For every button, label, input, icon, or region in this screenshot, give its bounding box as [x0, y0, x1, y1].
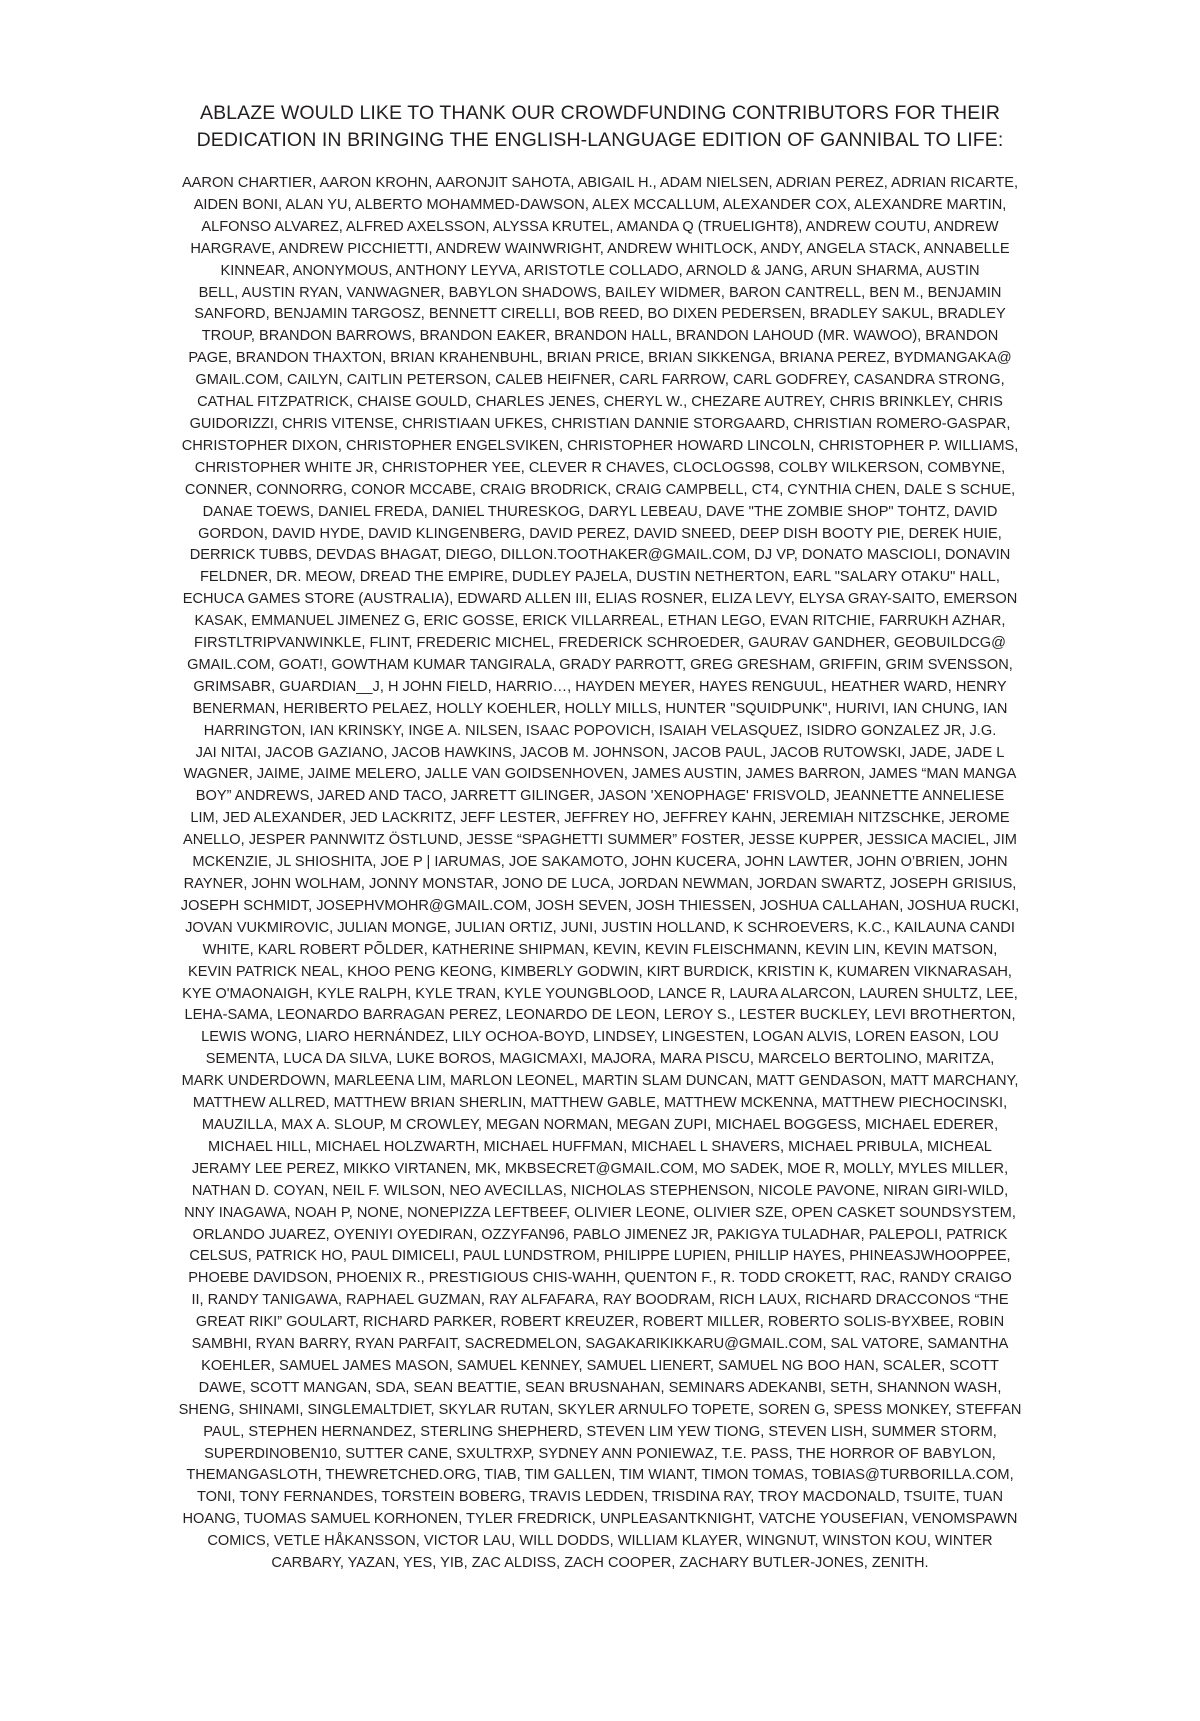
heading-line: ABLAZE WOULD LIKE TO THANK OUR CROWDFUNDING CONTRIBUTORS FOR THEIR — [199, 102, 1001, 124]
contributor-line: LEHA-SAMA, LEONARDO BARRAGAN PEREZ, LEONARDO DE LEON, LEROY S., LESTER BUCKLEY, LEVI BROTHERTON, — [184, 1007, 1016, 1024]
contributor-line: BOY” ANDREWS, JARED AND TACO, JARRETT GILINGER, JASON 'XENOPHAGE' FRISVOLD, JEANNETTE ANNELIESE — [195, 788, 1005, 805]
contributor-line: ECHUCA GAMES STORE (AUSTRALIA), EDWARD ALLEN III, ELIAS ROSNER, ELIZA LEVY, ELYSA GRAY-SAITO, EMERSON — [182, 591, 1018, 608]
contributor-line: MICHAEL HILL, MICHAEL HOLZWARTH, MICHAEL HUFFMAN, MICHAEL L SHAVERS, MICHAEL PRIBULA, MICHEAL — [208, 1138, 992, 1155]
contributor-line: CELSUS, PATRICK HO, PAUL DIMICELI, PAUL LUNDSTROM, PHILIPPE LUPIEN, PHILLIP HAYES, PHINEASJWHOOPPEE, — [189, 1248, 1011, 1265]
contributor-line: KYE O'MAONAIGH, KYLE RALPH, KYLE TRAN, KYLE YOUNGBLOOD, LANCE R, LAURA ALARCON, LAUREN SHULTZ, LEE, — [182, 985, 1018, 1002]
contributor-line: KOEHLER, SAMUEL JAMES MASON, SAMUEL KENNEY, SAMUEL LIENERT, SAMUEL NG BOO HAN, SCALER, SCOTT — [201, 1357, 999, 1374]
heading-line: DEDICATION IN BRINGING THE ENGLISH-LANGUAGE EDITION OF GANNIBAL TO LIFE: — [196, 129, 1004, 151]
contributor-line: HOANG, TUOMAS SAMUEL KORHONEN, TYLER FREDRICK, UNPLEASANTKNIGHT, VATCHE YOUSEFIAN, VENOMSPAWN — [182, 1511, 1018, 1528]
contributor-line: KINNEAR, ANONYMOUS, ANTHONY LEYVA, ARISTOTLE COLLADO, ARNOLD & JANG, ARUN SHARMA, AUSTIN — [220, 262, 980, 279]
contributor-line: RAYNER, JOHN WOLHAM, JONNY MONSTAR, JONO DE LUCA, JORDAN NEWMAN, JORDAN SWARTZ, JOSEPH GRISIUS, — [183, 876, 1017, 892]
contributor-line: SUPERDINOBEN10, SUTTER CANE, SXULTRXP, SYDNEY ANN PONIEWAZ, T.E. PASS, THE HORROR OF BABYLON, — [204, 1445, 996, 1462]
contributor-line: PAGE, BRANDON THAXTON, BRIAN KRAHENBUHL, BRIAN PRICE, BRIAN SIKKENGA, BRIANA PEREZ, BYDMANGAKA@ — [188, 350, 1012, 367]
contributor-line: LIM, JED ALEXANDER, JED LACKRITZ, JEFF LESTER, JEFFREY HO, JEFFREY KAHN, JEREMIAH NITZSCHKE, JEROME — [190, 810, 1010, 827]
contributor-line: HARRINGTON, IAN KRINSKY, INGE A. NILSEN, ISAAC POPOVICH, ISAIAH VELASQUEZ, ISIDRO GONZALEZ JR, J.G. — [203, 722, 997, 739]
contributor-line: CARBARY, YAZAN, YES, YIB, ZAC ALDISS, ZACH COOPER, ZACHARY BUTLER-JONES, ZENITH. — [271, 1555, 929, 1572]
contributor-line: SANFORD, BENJAMIN TARGOSZ, BENNETT CIRELLI, BOB REED, BO DIXEN PEDERSEN, BRADLEY SAKUL, BRADLEY — [194, 306, 1006, 323]
contributor-line: MARK UNDERDOWN, MARLEENA LIM, MARLON LEONEL, MARTIN SLAM DUNCAN, MATT GENDASON, MATT MARCHANY, — [181, 1073, 1019, 1090]
contributor-line: MAUZILLA, MAX A. SLOUP, M CROWLEY, MEGAN NORMAN, MEGAN ZUPI, MICHAEL BOGGESS, MICHAEL EDERER, — [201, 1116, 999, 1133]
contributor-line: SAMBHI, RYAN BARRY, RYAN PARFAIT, SACREDMELON, SAGAKARIKIKKARU@GMAIL.COM, SAL VATORE, SAMANTHA — [191, 1336, 1009, 1353]
contributor-line: ANELLO, JESPER PANNWITZ ÖSTLUND, JESSE “SPAGHETTI SUMMER” FOSTER, JESSE KUPPER, JESSICA MACIEL, JIM — [183, 832, 1017, 849]
contributor-line: WAGNER, JAIME, JAIME MELERO, JALLE VAN GOIDSENHOVEN, JAMES AUSTIN, JAMES BARRON, JAMES “MAN MANGA — [183, 766, 1017, 783]
contributor-line: JERAMY LEE PEREZ, MIKKO VIRTANEN, MK, MKBSECRET@GMAIL.COM, MO SADEK, MOE R, MOLLY, MYLES MILLER, — [191, 1160, 1009, 1177]
contributor-line: FELDNER, DR. MEOW, DREAD THE EMPIRE, DUDLEY PAJELA, DUSTIN NETHERTON, EARL "SALARY OTAKU" HALL, — [200, 569, 1000, 586]
contributor-line: THEMANGASLOTH, THEWRETCHED.ORG, TIAB, TIM GALLEN, TIM WIANT, TIMON TOMAS, TOBIAS@TURBORILLA.COM, — [186, 1467, 1014, 1484]
contributor-line: II, RANDY TANIGAWA, RAPHAEL GUZMAN, RAY ALFAFARA, RAY BOODRAM, RICH LAUX, RICHARD DRACCONOS “THE — [191, 1292, 1009, 1309]
contributor-line: ORLANDO JUAREZ, OYENIYI OYEDIRAN, OZZYFAN96, PABLO JIMENEZ JR, PAKIGYA TULADHAR, PALEPOLI, PATRICK — [192, 1226, 1008, 1243]
contributor-line: DAWE, SCOTT MANGAN, SDA, SEAN BEATTIE, SEAN BRUSNAHAN, SEMINARS ADEKANBI, SETH, SHANNON WASH, — [198, 1379, 1002, 1396]
contributor-line: FIRSTLTRIPVANWINKLE, FLINT, FREDERIC MICHEL, FREDERICK SCHROEDER, GAURAV GANDHER, GEOBUILDCG@ — [194, 635, 1006, 652]
contributor-list — [100, 173, 1100, 1575]
contributor-line: KASAK, EMMANUEL JIMENEZ G, ERIC GOSSE, ERICK VILLARREAL, ETHAN LEGO, EVAN RITCHIE, FARRUKH AZHAR, — [194, 613, 1006, 630]
contributor-line: BENERMAN, HERIBERTO PELAEZ, HOLLY KOEHLER, HOLLY MILLS, HUNTER "SQUIDPUNK", HURIVI, IAN CHUNG, IAN — [192, 700, 1008, 717]
contributor-line: SHENG, SHINAMI, SINGLEMALTDIET, SKYLAR RUTAN, SKYLER ARNULFO TOPETE, SOREN G, SPESS MONKEY, STEFFAN — [178, 1401, 1022, 1418]
contributor-line: TROUP, BRANDON BARROWS, BRANDON EAKER, BRANDON HALL, BRANDON LAHOUD (MR. WAWOO), BRANDON — [201, 328, 999, 345]
contributor-line: MATTHEW ALLRED, MATTHEW BRIAN SHERLIN, MATTHEW GABLE, MATTHEW MCKENNA, MATTHEW PIECHOCINSKI, — [192, 1095, 1008, 1112]
contributor-line: NNY INAGAWA, NOAH P, NONE, NONEPIZZA LEFTBEEF, OLIVIER LEONE, OLIVIER SZE, OPEN CASKET SOUNDSYSTEM, — [184, 1204, 1016, 1221]
contributor-line: TONI, TONY FERNANDES, TORSTEIN BOBERG, TRAVIS LEDDEN, TRISDINA RAY, TROY MACDONALD, TSUITE, TUAN — [196, 1489, 1004, 1506]
contributor-line: DANAE TOEWS, DANIEL FREDA, DANIEL THURESKOG, DARYL LEBEAU, DAVE "THE ZOMBIE SHOP" TOHTZ, DAVID — [202, 503, 998, 520]
contributor-line: CONNER, CONNORRG, CONOR MCCABE, CRAIG BRODRICK, CRAIG CAMPBELL, CT4, CYNTHIA CHEN, DALE S SCHUE, — [184, 481, 1016, 498]
contributor-line: PAUL, STEPHEN HERNANDEZ, STERLING SHEPHERD, STEVEN LIM YEW TIONG, STEVEN LISH, SUMMER STORM, — [203, 1423, 997, 1440]
contributor-line: LEWIS WONG, LIARO HERNÁNDEZ, LILY OCHOA-BOYD, LINDSEY, LINGESTEN, LOGAN ALVIS, LOREN EASON, LOU — [201, 1029, 999, 1046]
contributor-line: CHRISTOPHER WHITE JR, CHRISTOPHER YEE, CLEVER R CHAVES, CLOCLOGS98, COLBY WILKERSON, COMBYNE, — [194, 459, 1006, 476]
contributor-line: GUIDORIZZI, CHRIS VITENSE, CHRISTIAAN UFKES, CHRISTIAN DANNIE STORGAARD, CHRISTIAN ROMERO-GASPAR, — [189, 415, 1011, 432]
contributor-line: GRIMSABR, GUARDIAN__J, H JOHN FIELD, HARRIO…, HAYDEN MEYER, HAYES RENGUUL, HEATHER WARD, HENRY — [193, 678, 1007, 695]
contributor-line: NATHAN D. COYAN, NEIL F. WILSON, NEO AVECILLAS, NICHOLAS STEPHENSON, NICOLE PAVONE, NIRAN GIRI-WILD, — [191, 1182, 1009, 1199]
contributor-line: AARON CHARTIER, AARON KROHN, AARONJIT SAHOTA, ABIGAIL H., ADAM NIELSEN, ADRIAN PEREZ, ADRIAN RICARTE, — [181, 175, 1019, 191]
contributor-line: GMAIL.COM, GOAT!, GOWTHAM KUMAR TANGIRALA, GRADY PARROTT, GREG GRESHAM, GRIFFIN, GRIM SVENSSON, — [187, 656, 1013, 673]
contributor-line: CHRISTOPHER DIXON, CHRISTOPHER ENGELSVIKEN, CHRISTOPHER HOWARD LINCOLN, CHRISTOPHER P. WILLIAMS, — [181, 437, 1019, 454]
thank-you-heading — [100, 100, 1100, 154]
contributor-line: GREAT RIKI” GOULART, RICHARD PARKER, ROBERT KREUZER, ROBERT MILLER, ROBERTO SOLIS-BYXBEE, ROBIN — [195, 1314, 1005, 1331]
contributor-line: KEVIN PATRICK NEAL, KHOO PENG KEONG, KIMBERLY GODWIN, KIRT BURDICK, KRISTIN K, KUMAREN VIKNARASAH, — [188, 963, 1012, 980]
contributor-line: GORDON, DAVID HYDE, DAVID KLINGENBERG, DAVID PEREZ, DAVID SNEED, DEEP DISH BOOTY PIE, DEREK HUIE, — [198, 525, 1002, 542]
contributor-line: CATHAL FITZPATRICK, CHAISE GOULD, CHARLES JENES, CHERYL W., CHEZARE AUTREY, CHRIS BRINKLEY, CHRIS — [197, 394, 1003, 411]
contributor-line: WHITE, KARL ROBERT PÕLDER, KATHERINE SHIPMAN, KEVIN, KEVIN FLEISCHMANN, KEVIN LIN, KEVIN MATSON, — [202, 941, 998, 958]
contributor-line: ALFONSO ALVAREZ, ALFRED AXELSSON, ALYSSA KRUTEL, AMANDA Q (TRUELIGHT8), ANDREW COUTU, ANDREW — [201, 218, 999, 235]
contributor-line: COMICS, VETLE HÅKANSSON, VICTOR LAU, WILL DODDS, WILLIAM KLAYER, WINGNUT, WINSTON KOU, WINTER — [207, 1533, 993, 1550]
contributor-line: SEMENTA, LUCA DA SILVA, LUKE BOROS, MAGICMAXI, MAJORA, MARA PISCU, MARCELO BERTOLINO, MARITZA, — [205, 1051, 995, 1068]
contributor-line: PHOEBE DAVIDSON, PHOENIX R., PRESTIGIOUS CHIS-WAHH, QUENTON F., R. TODD CROKETT, RAC, RANDY CRAIGO — [188, 1270, 1012, 1287]
contributor-line: MCKENZIE, JL SHIOSHITA, JOE P | IARUMAS, JOE SAKAMOTO, JOHN KUCERA, JOHN LAWTER, JOHN O’BRIEN, JOHN — [192, 854, 1008, 871]
contributor-line: AIDEN BONI, ALAN YU, ALBERTO MOHAMMED-DAWSON, ALEX MCCALLUM, ALEXANDER COX, ALEXANDRE MARTIN, — [193, 196, 1007, 213]
contributor-line: JOSEPH SCHMIDT, JOSEPHVMOHR@GMAIL.COM, JOSH SEVEN, JOSH THIESSEN, JOSHUA CALLAHAN, JOSHUA RUCKI, — [180, 897, 1020, 914]
contributor-line: GMAIL.COM, CAILYN, CAITLIN PETERSON, CALEB HEIFNER, CARL FARROW, CARL GODFREY, CASANDRA STRONG, — [195, 372, 1005, 389]
contributor-line: BELL, AUSTIN RYAN, VANWAGNER, BABYLON SHADOWS, BAILEY WIDMER, BARON CANTRELL, BEN M., BENJAMIN — [198, 284, 1002, 301]
contributor-line: HARGRAVE, ANDREW PICCHIETTI, ANDREW WAINWRIGHT, ANDREW WHITLOCK, ANDY, ANGELA STACK, ANNABELLE — [190, 240, 1010, 257]
contributor-line: DERRICK TUBBS, DEVDAS BHAGAT, DIEGO, DILLON.TOOTHAKER@GMAIL.COM, DJ VP, DONATO MASCIOLI, DONAVIN — [189, 547, 1011, 564]
contributor-line: JAI NITAI, JACOB GAZIANO, JACOB HAWKINS, JACOB M. JOHNSON, JACOB PAUL, JACOB RUTOWSKI, JADE, JADE L — [195, 744, 1005, 761]
contributor-line: JOVAN VUKMIROVIC, JULIAN MONGE, JULIAN ORTIZ, JUNI, JUSTIN HOLLAND, K SCHROEVERS, K.C., KAILAUNA CANDI — [185, 919, 1015, 936]
